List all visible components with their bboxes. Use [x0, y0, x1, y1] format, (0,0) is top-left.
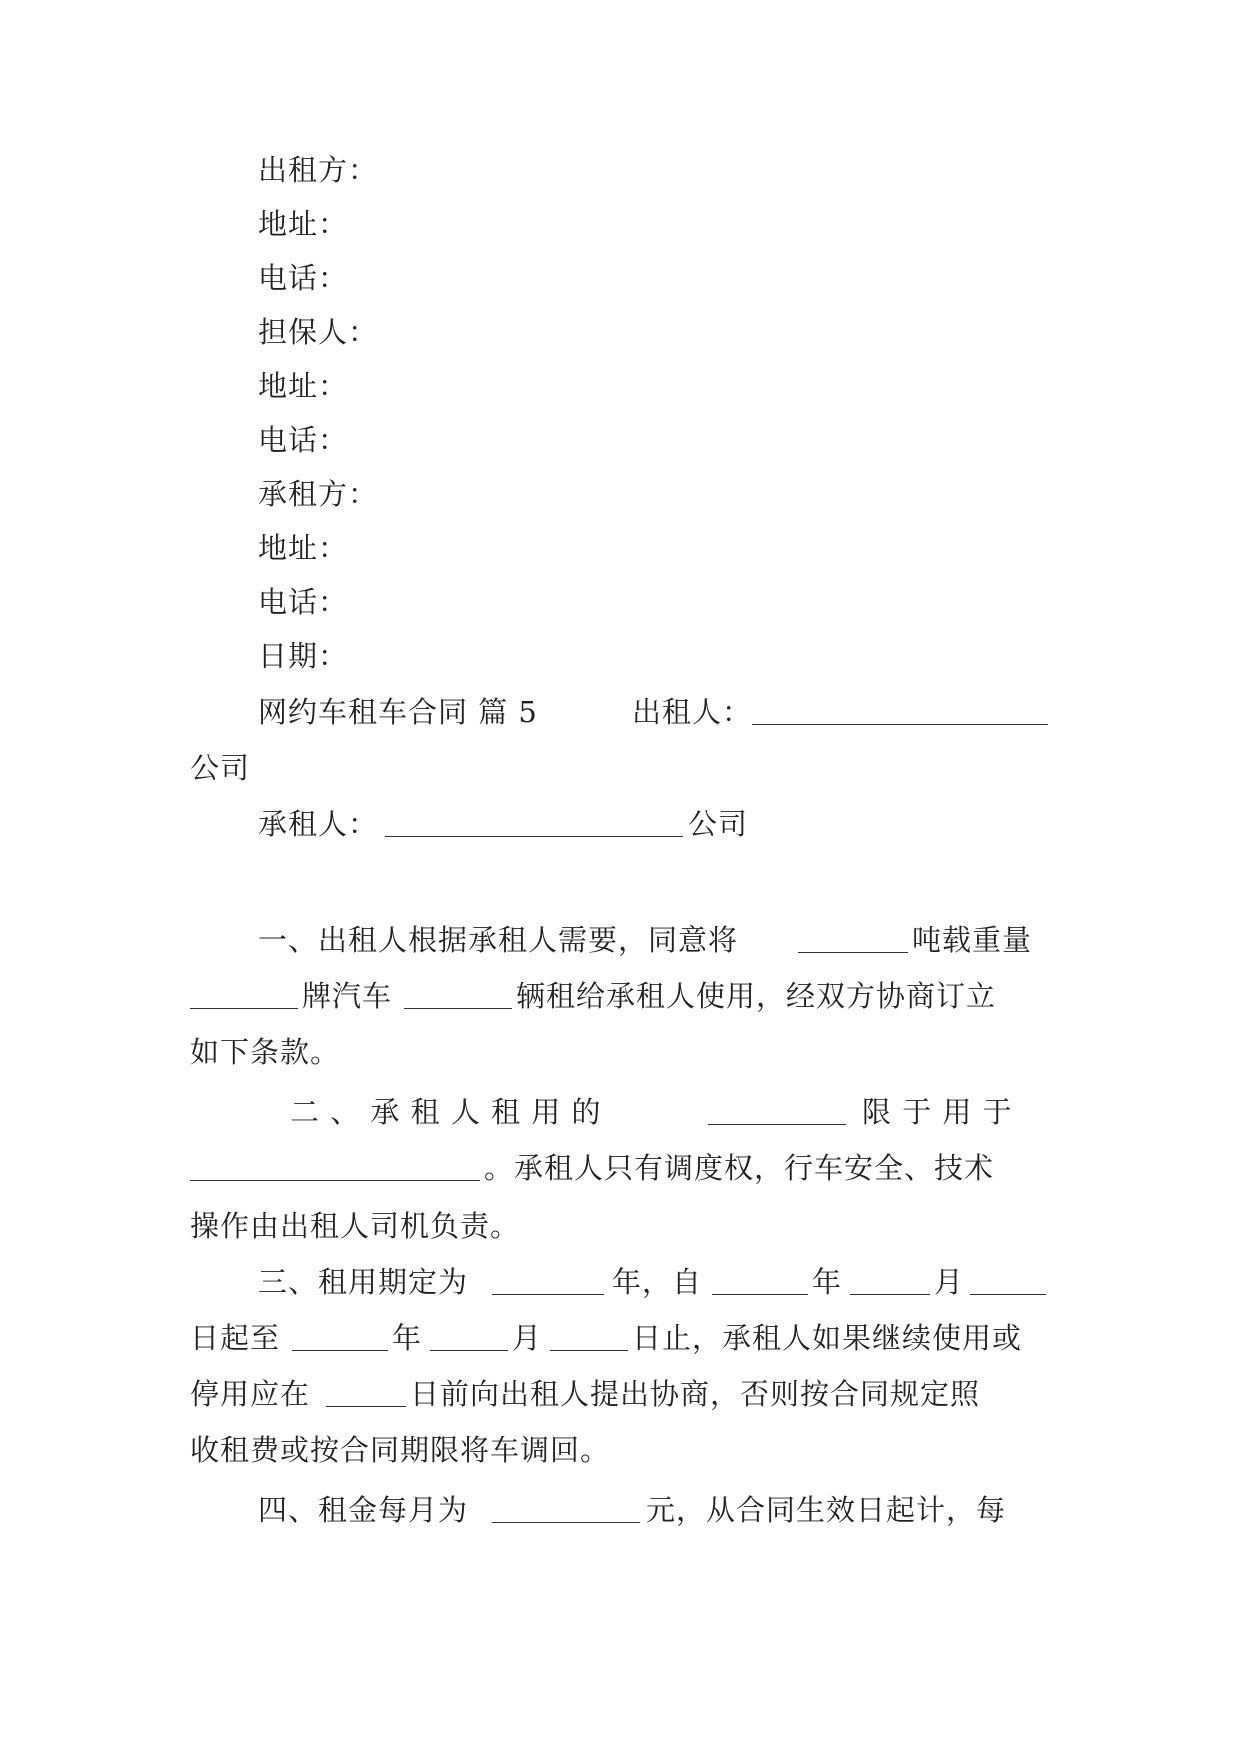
clause1-text-e: 如下条款。 — [190, 1035, 341, 1069]
lessor-name-blank — [752, 696, 1048, 725]
section-heading: 网约车租车合同 篇 5 — [258, 695, 538, 729]
clause3-text-d: 月 — [934, 1265, 965, 1299]
lessee-label: 承租人： — [258, 807, 379, 841]
lessee-party-label: 承租方： — [258, 477, 379, 511]
notice-day-blank — [326, 1378, 406, 1407]
clause2-text-b: 限 于 用 于 — [862, 1095, 1013, 1129]
clause1-text-a: 一、出租人根据承租人需要，同意将 — [258, 923, 739, 957]
date-label: 日期： — [258, 639, 349, 673]
purpose-blank — [190, 1152, 480, 1181]
lessor-label: 出租人： — [632, 695, 753, 729]
clause3-text-a: 三、租用期定为 — [258, 1265, 469, 1299]
lessee-company-suffix: 公司 — [688, 807, 749, 841]
guarantor-phone-label: 电话： — [258, 423, 349, 457]
lessor-company-suffix: 公司 — [190, 751, 251, 785]
clause3-text-g: 月 — [512, 1321, 543, 1355]
lessor-address-label: 地址： — [258, 207, 349, 241]
clause3-text-b: 年，自 — [612, 1265, 703, 1299]
clause3-text-h: 日止，承租人如果继续使用或 — [632, 1321, 1023, 1355]
monthly-rent-blank — [492, 1494, 640, 1523]
start-month-blank — [850, 1266, 930, 1295]
clause4-text-b: 元，从合同生效日起计，每 — [646, 1493, 1007, 1527]
vehicle-use-blank — [708, 1096, 846, 1125]
lessor-phone-label: 电话： — [258, 261, 349, 295]
clause4-text-a: 四、租金每月为 — [258, 1493, 469, 1527]
lessee-name-blank — [385, 808, 683, 837]
clause1-text-b: 吨载重量 — [912, 923, 1033, 957]
guarantor-label: 担保人： — [258, 315, 379, 349]
term-years-blank — [492, 1266, 604, 1295]
end-month-blank — [430, 1322, 508, 1351]
lessee-phone-label: 电话： — [258, 585, 349, 619]
clause3-text-f: 年 — [392, 1321, 423, 1355]
vehicle-count-blank — [404, 980, 512, 1009]
clause3-text-j: 日前向出租人提出协商，否则按合同规定照 — [410, 1377, 981, 1411]
clause3-text-k: 收租费或按合同期限将车调回。 — [190, 1433, 611, 1467]
guarantor-address-label: 地址： — [258, 369, 349, 403]
lessor-party-label: 出租方： — [258, 153, 379, 187]
end-year-blank — [292, 1322, 388, 1351]
tonnage-blank — [798, 924, 908, 953]
start-year-blank — [712, 1266, 808, 1295]
clause3-text-c: 年 — [812, 1265, 843, 1299]
brand-blank — [190, 980, 298, 1009]
clause2-text-d: 操作由出租人司机负责。 — [190, 1209, 521, 1243]
start-day-blank — [970, 1266, 1046, 1295]
clause2-text-c: 。承租人只有调度权，行车安全、技术 — [484, 1151, 995, 1185]
lessee-address-label: 地址： — [258, 531, 349, 565]
clause2-text-a: 二 、 承 租 人 租 用 的 — [290, 1095, 602, 1129]
clause3-text-e: 日起至 — [190, 1321, 281, 1355]
clause3-text-i: 停用应在 — [190, 1377, 311, 1411]
clause1-text-c: 牌汽车 — [302, 979, 393, 1013]
end-day-blank — [550, 1322, 628, 1351]
clause1-text-d: 辆租给承租人使用，经双方协商订立 — [516, 979, 997, 1013]
